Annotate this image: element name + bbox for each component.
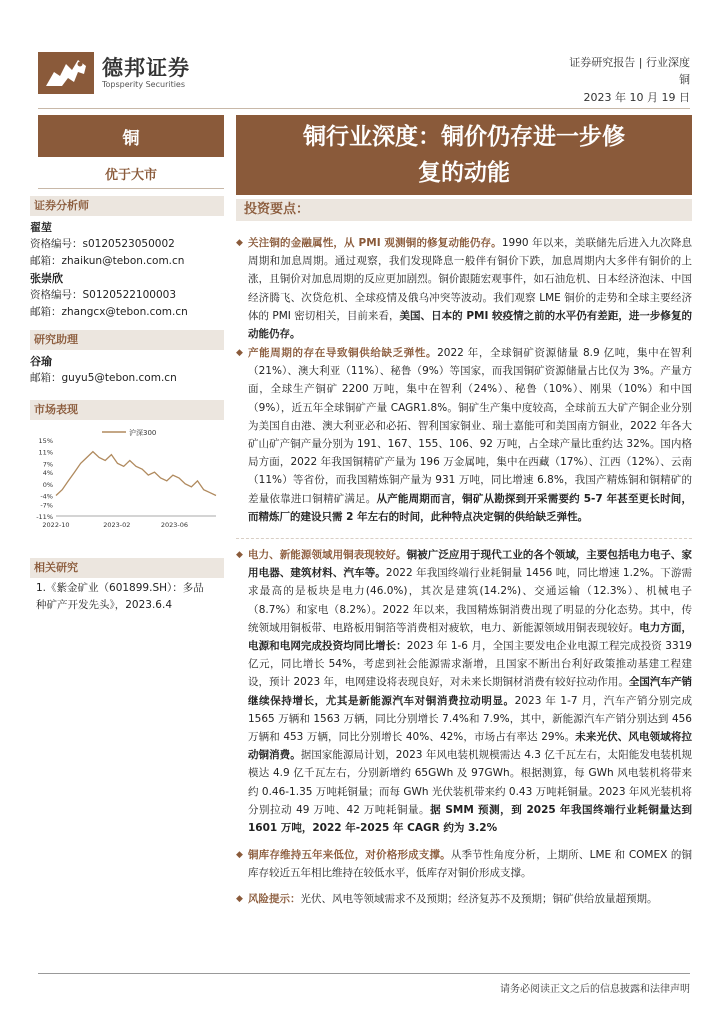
bullet-icon: ◆ <box>236 238 243 248</box>
y-tick-label: 11% <box>38 448 53 457</box>
bullet-icon: ◆ <box>236 550 243 560</box>
report-sector: 铜 <box>679 73 690 86</box>
key-point-head: 电力、新能源领域用铜表现较好。 <box>248 549 407 561</box>
y-tick-label: -7% <box>40 501 53 510</box>
assistant-name: 谷瑜 <box>30 355 52 368</box>
bullet-icon: ◆ <box>236 850 243 860</box>
key-point-emphasis: 从产能周期而言，铜矿从勘探到开采需要约 5-7 年甚至更长时间，而精炼厂的建设只需 2 年左右的时间，此种特点决定铜的供给缺乏弹性。 <box>248 492 693 523</box>
analyst-cert: 资格编号：S0120522100003 <box>30 289 177 301</box>
key-point-emphasis: 据 SMM 预测，到 2025 年我国终端行业耗铜量达到 1601 万吨，2022 年-2025 年 CAGR 约为 3.2% <box>248 803 692 835</box>
key-point-2 <box>236 344 693 526</box>
market-title: 市场表现 <box>30 400 224 420</box>
key-points-title: 投资要点： <box>236 199 692 221</box>
key-point-emphasis: 电力方面，电源和电网完成投资均同比增长： <box>248 621 693 653</box>
key-point-4 <box>236 846 693 882</box>
analyst-email[interactable]: 邮箱：zhaikun@tebon.com.cn <box>30 255 185 267</box>
header-divider <box>38 108 690 109</box>
key-point-body: 2022 年我国终端行业耗铜量 1456 吨，同比增速 1.2%。下游需求最高的是板块是电力(46.0%)，其次是建筑(14.2%)、交通运输（12.3%）、机械电子（8.7%）和家电（8.2%）。2022 年以来，我国精炼铜消费出现了明显的分化态势。其中，传统领域用铜板带、电路板用铜箔等消费相对疲软，电力、新能源领域用铜表现较好。 <box>248 567 693 634</box>
analyst-email[interactable]: 邮箱：zhangcx@tebon.com.cn <box>30 306 188 318</box>
brand-name: 德邦证券 <box>102 56 190 80</box>
related-item[interactable]: 种矿产开发先头》，2023.6.4 <box>36 599 173 611</box>
key-point-body: 从季节性角度分析，上期所、LME 和 COMEX 的铜库存较近五年相比维持在较低水平，低库存对铜价形成支撑。 <box>248 849 693 880</box>
footer-disclaimer[interactable]: 请务必阅读正文之后的信息披露和法律声明 <box>500 984 690 995</box>
y-tick-label: 0% <box>42 480 53 489</box>
footer-divider <box>38 973 690 974</box>
key-point-head: 产能周期的存在导致铜供给缺乏弹性。 <box>248 347 438 359</box>
key-point-1 <box>236 234 692 343</box>
bullet-icon: ◆ <box>236 348 243 358</box>
related-title: 相关研究 <box>30 558 224 578</box>
key-point-body: 2023 年 1-7 月，汽车产销分别完成 1565 万辆和 1563 万辆，同比分别增长 7.4%和 7.9%，其中，新能源汽车产销分别达到 456 万辆和 453 万辆，同比分别增长 40%、42%，市场占有率达 29%。 <box>248 694 692 744</box>
risk-body: 光伏、风电等领域需求不及预期；经济复苏不及预期；铜矿供给放量超预期。 <box>300 893 658 905</box>
y-tick-label: 7% <box>42 460 53 469</box>
main-title <box>236 115 692 195</box>
series-line <box>56 452 216 496</box>
risk-warning <box>236 890 692 908</box>
key-point-body: 2022 年，全球铜矿资源储量 8.9 亿吨，集中在智利（21%）、澳大利亚（11%）、秘鲁（9%）等国家，而我国铜矿资源储量占比仅为 3%。产量方面，全球生产铜矿 2200 万吨，集中在智利（24%）、秘鲁（10%）、刚果（10%）和中国（9%），近五年全球铜矿产量 CAGR1.8%。铜矿生产集中度较高，全球前五大矿产铜企业分别为美国自由港、澳大利亚必和必拓、智利国家铜业、瑞士嘉能可和美国南方铜业，2022 年各大矿山矿产铜产量分别为 191、167、155、106、92 万吨，占全球产量比重约达 32%。国内格局方面，2022 年我国铜精矿产量为 196 万金属吨，集中在西藏（17%）、江西（12%）、云南（11%）等省份，而我国精炼铜产量为 931 万吨，同比增速 6.8%，我国产精炼铜和铜精矿的差量依靠进口铜精矿满足。 <box>248 347 693 505</box>
analyst-cert: 资格编号：s0120523050002 <box>30 238 175 250</box>
x-tick-label: 2023-02 <box>103 521 131 529</box>
y-tick-label: 4% <box>42 469 53 478</box>
market-chart <box>30 424 224 536</box>
analysts-title: 证券分析师 <box>30 196 224 216</box>
key-point-body: 据国家能源局计划，2023 年风电装机规模需达 4.3 亿千瓦左右，太阳能发电装机规模达 4.9 亿千瓦左右，分别新增约 65GWh 及 97GWh。根据测算，每 GWh 风电装机将带来约 0.46-1.35 万吨耗铜量；而每 GWh 光伏装机带来约 0.43 万吨耗铜量。2023 年风光装机将分别拉动 49 万吨、42 万吨耗铜量。 <box>248 749 692 816</box>
y-tick-label: -11% <box>36 513 53 521</box>
y-tick-label: 15% <box>38 437 53 445</box>
analyst-name: 张崇欣 <box>30 272 63 285</box>
x-tick-label: 2023-06 <box>160 521 188 529</box>
x-tick-label: 2022-10 <box>42 521 70 529</box>
key-point-body: 2023 年 1-6 月，全国主要发电企业电源工程完成投资 3319 亿元，同比增长 54%，考虑到社会能源需求渐增，且国家不断出台利好政策推动基建工程建设，预计 2023 年，电网建设将表现良好，对未来长期铜材消费有较好拉动作用。 <box>248 640 692 689</box>
legend-label: 沪深300 <box>129 429 157 437</box>
key-point-emphasis: 美国、日本的 PMI 较疫情之前的水平仍有差距，进一步修复的动能仍存。 <box>248 309 692 341</box>
assistant-title: 研究助理 <box>30 330 224 350</box>
key-point-body: 1990 年以来，美联储先后进入九次降息周期和加息周期。通过观察，我们发现降息一般伴有铜价下跌，加息周期内大多伴有铜价的上涨，且铜价对加息周期的反应更加剧烈。铜价跟随宏观事件，如石油危机、日本经济泡沫、中国经济腾飞、次贷危机、全球疫情及俄乌冲突等波动。我们观察 LME 铜价的走势和全球主要经济体的 PMI 密切相关，目前来看， <box>248 237 692 322</box>
logo-icon <box>38 52 94 94</box>
risk-head: 风险提示： <box>248 893 301 905</box>
rating: 优于大市 <box>104 168 157 183</box>
key-point-head: 关注铜的金融属性，从 PMI 观测铜的修复动能仍存。 <box>248 237 502 249</box>
analyst-name: 翟堃 <box>30 221 52 234</box>
key-point-emphasis: 铜被广泛应用于现代工业的各个领域，主要包括电力电子、家用电器、建筑材料、汽车等。 <box>248 549 693 580</box>
key-point-emphasis: 全国汽车产销继续保持增长，尤其是新能源汽车对铜消费拉动明显。 <box>248 676 692 707</box>
brand-name-en: Topsperity Securities <box>102 80 186 89</box>
key-point-3 <box>236 546 693 837</box>
assistant-email[interactable]: 邮箱：guyu5@tebon.com.cn <box>30 372 177 384</box>
bullet-icon: ◆ <box>236 894 243 904</box>
main-title-line: 铜行业深度：铜价仍存进一步修 <box>303 124 625 150</box>
key-point-emphasis: 未来光伏、风电领域将拉动铜消费。 <box>248 731 693 762</box>
sector-box: 铜 <box>38 115 224 157</box>
related-item[interactable]: 1.《紫金矿业（601899.SH）：多品 <box>36 582 204 594</box>
y-tick-label: -4% <box>40 492 53 501</box>
divider <box>236 538 692 539</box>
rating-divider <box>38 188 224 189</box>
report-date: 2023 年 10 月 19 日 <box>583 91 690 104</box>
main-title-line: 复的动能 <box>418 160 510 186</box>
key-point-head: 铜库存维持五年来低位，对价格形成支撑。 <box>248 849 451 861</box>
report-type: 证券研究报告 | 行业深度 <box>569 56 690 69</box>
